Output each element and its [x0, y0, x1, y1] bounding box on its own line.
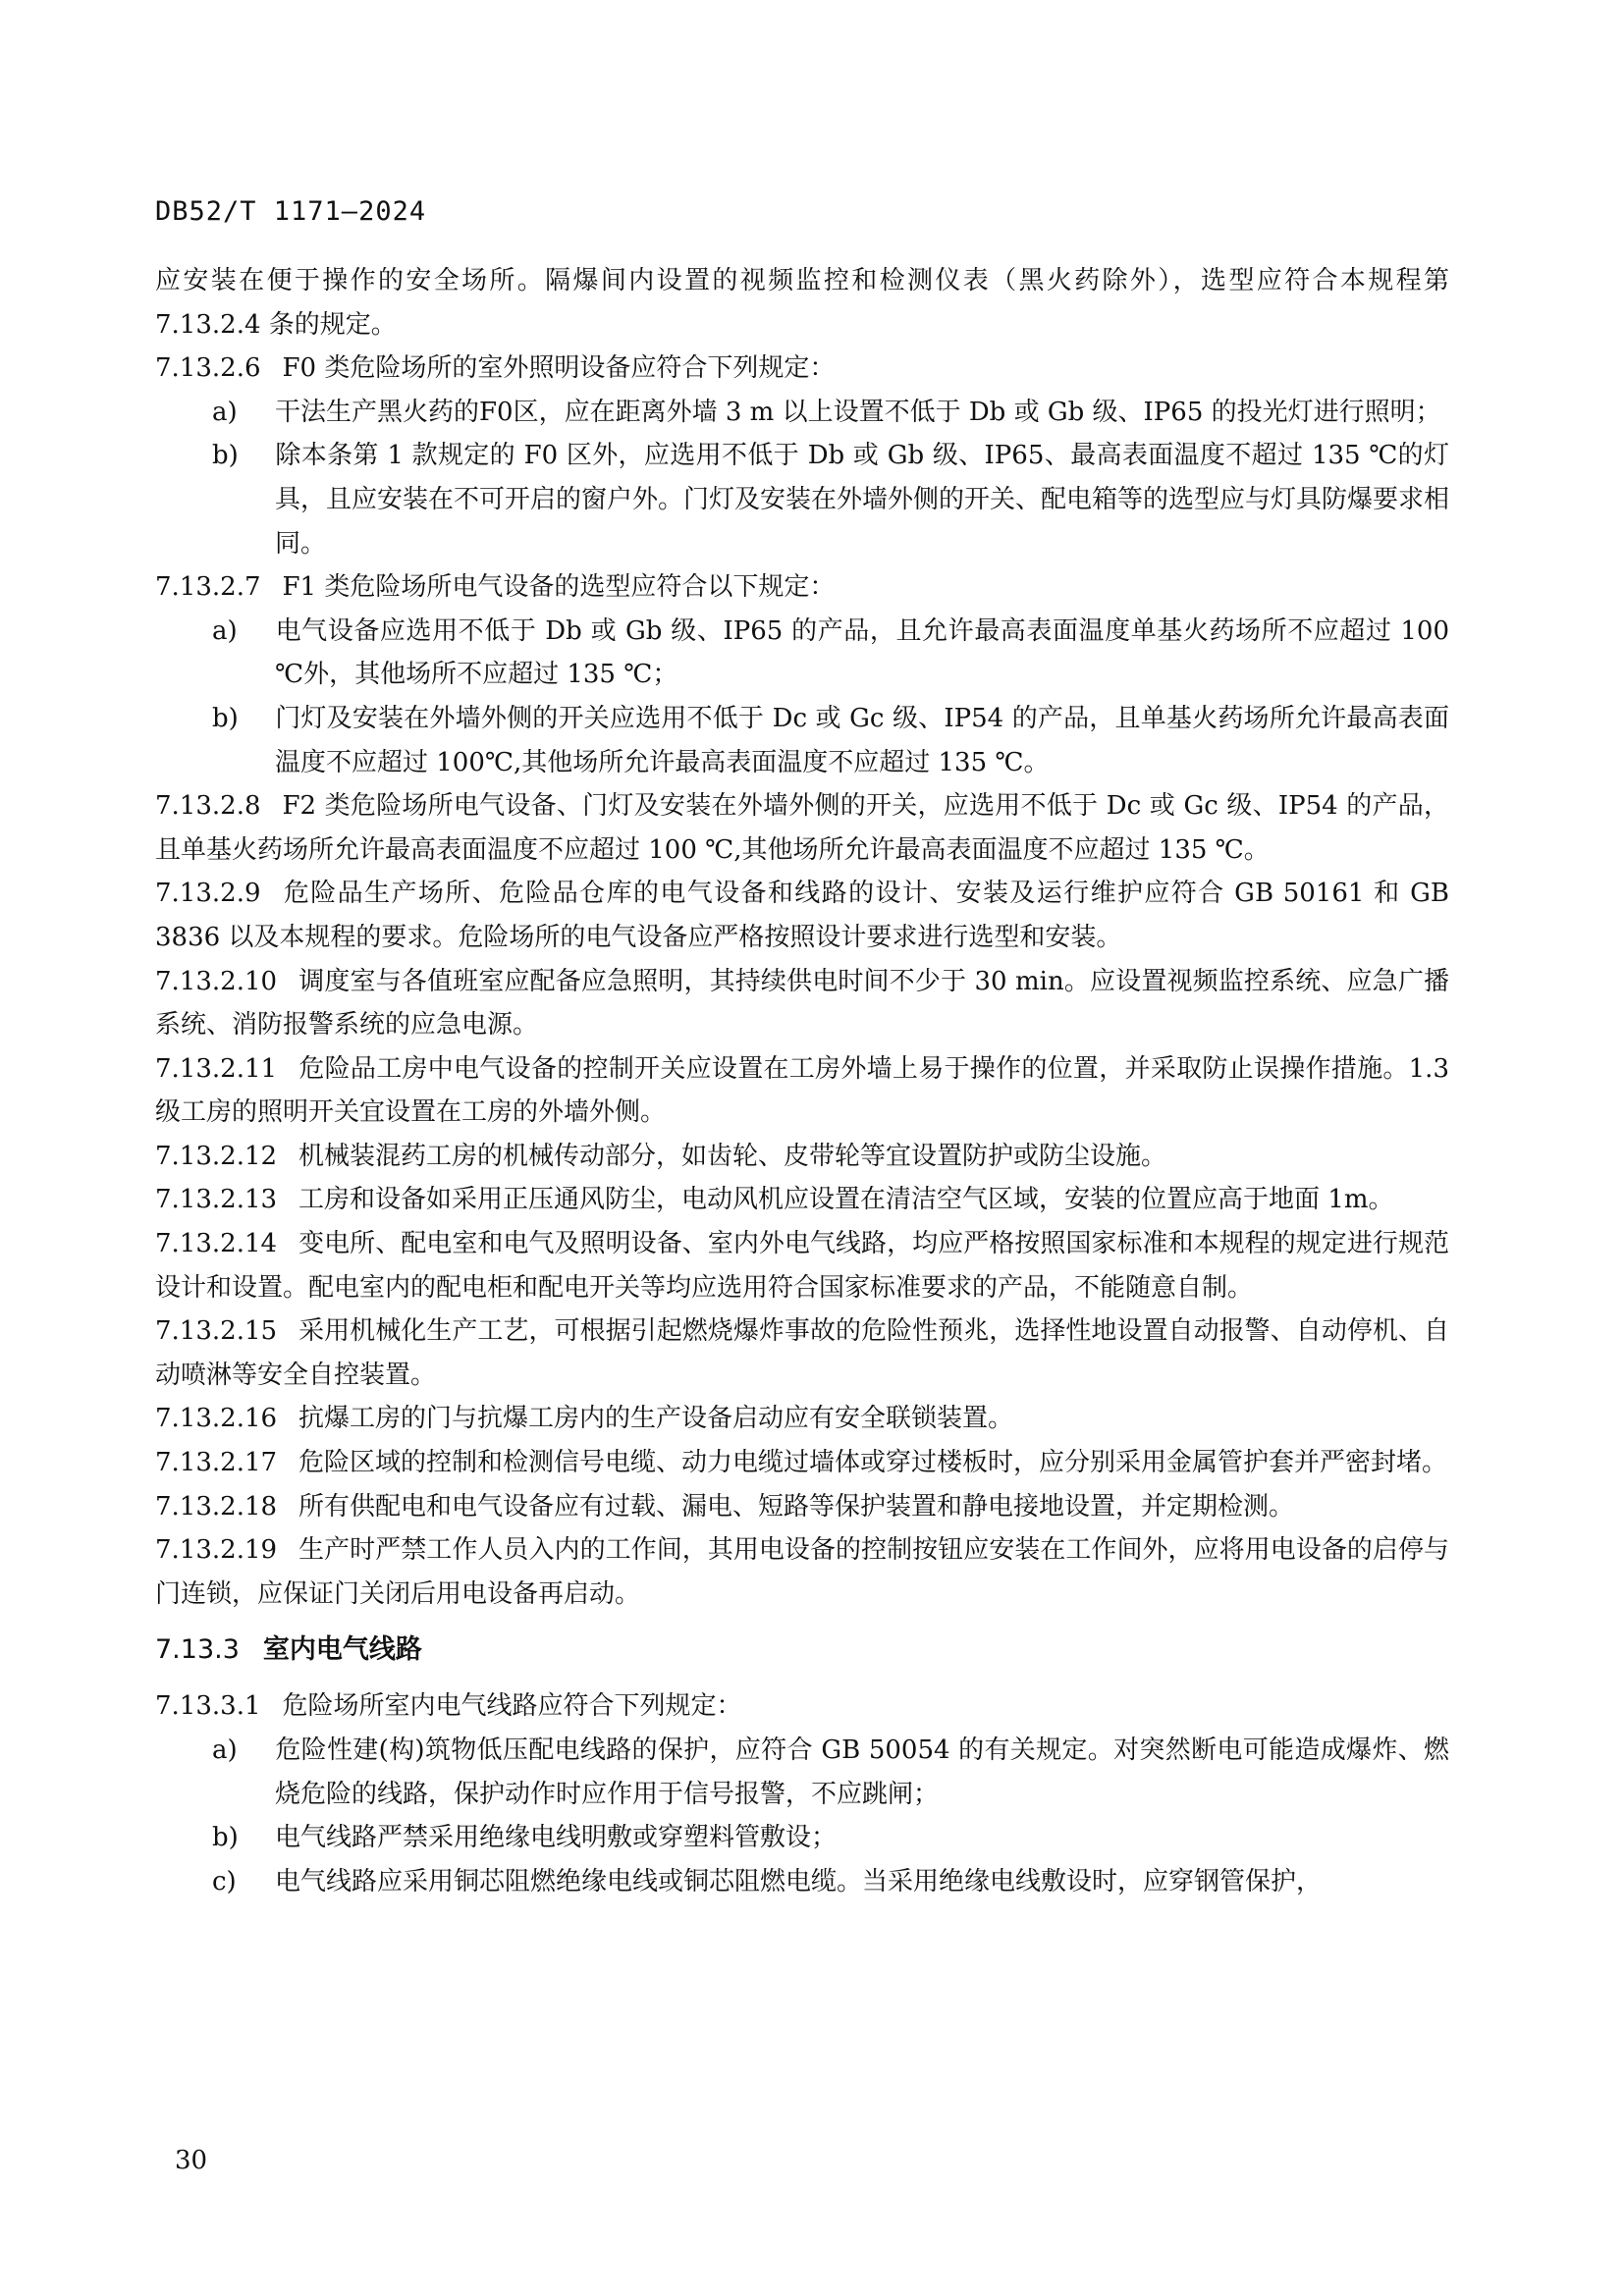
clause-text: 危险区域的控制和检测信号电缆、动力电缆过墙体或穿过楼板时，应分别采用金属管护套并严密封堵。 — [298, 1448, 1448, 1478]
section-heading-7-13-3 — [155, 1628, 1449, 1673]
list-text: 危险性建(构)筑物低压配电线路的保护，应符合 GB 50054 的有关规定。对突然断电可能造成爆炸、燃烧危险的线路，保护动作时应作用于信号报警，不应跳闸； — [275, 1735, 1449, 1809]
list-item — [155, 434, 1449, 565]
section-title: 室内电气线路 — [262, 1634, 422, 1666]
list-label: b) — [212, 1823, 239, 1853]
list-item — [155, 697, 1449, 784]
clause-number: 7.13.2.11 — [155, 1053, 278, 1084]
list-item — [155, 1816, 1449, 1860]
list-item — [155, 610, 1449, 697]
page-number: 30 — [175, 2146, 208, 2175]
clause-text: 生产时严禁工作人员入内的工作间，其用电设备的控制按钮应安装在工作间外，应将用电设备的启停与门连锁，应保证门关闭后用电设备再启动。 — [155, 1535, 1449, 1609]
clause-text: 所有供配电和电气设备应有过载、漏电、短路等保护装置和静电接地设置，并定期检测。 — [298, 1491, 1295, 1522]
list-item — [155, 1729, 1449, 1816]
clause-number: 7.13.2.18 — [155, 1491, 278, 1522]
clause-text: 调度室与各值班室应配备应急照明，其持续供电时间不少于 30 min。应设置视频监控系统、应急广播系统、消防报警系统的应急电源。 — [155, 966, 1449, 1041]
clause-text: 危险品工房中电气设备的控制开关应设置在工房外墙上易于操作的位置，并采取防止误操作措施。1.3 级工房的照明开关宜设置在工房的外墙外侧。 — [155, 1053, 1449, 1128]
list-text: 电气设备应选用不低于 Db 或 Gb 级、IP65 的产品，且允许最高表面温度单基火药场所不应超过 100 ℃外，其他场所不应超过 135 ℃； — [275, 615, 1449, 690]
document-body — [155, 259, 1449, 1903]
clause-text: 危险品生产场所、危险品仓库的电气设备和线路的设计、安装及运行维护应符合 GB 50161 和 GB 3836 以及本规程的要求。危险场所的电气设备应严格按照设计要求进行选型和安装。 — [155, 879, 1449, 952]
clause-7-13-2-14 — [155, 1222, 1449, 1309]
paragraph-text: 应安装在便于操作的安全场所。隔爆间内设置的视频监控和检测仪表（黑火药除外），选型应符合本规程第 7.13.2.4 条的规定。 — [155, 266, 1449, 340]
clause-number: 7.13.2.17 — [155, 1448, 278, 1478]
list-label: a) — [212, 1735, 238, 1765]
list-label: c) — [212, 1866, 237, 1896]
list-text: 电气线路应采用铜芯阻燃绝缘电线或铜芯阻燃电缆。当采用绝缘电线敷设时，应穿钢管保护， — [275, 1866, 1323, 1896]
list-label: b) — [212, 441, 239, 471]
list-item — [155, 391, 1449, 435]
clause-7-13-2-11 — [155, 1047, 1449, 1135]
clause-text: 变电所、配电室和电气及照明设备、室内外电气线路，均应严格按照国家标准和本规程的规定进行规范设计和设置。配电室内的配电柜和配电开关等均应选用符合国家标准要求的产品，不能随意自制。 — [155, 1229, 1449, 1303]
clause-text: 抗爆工房的门与抗爆工房内的生产设备启动应有安全联锁装置。 — [298, 1404, 1014, 1434]
clause-text: 机械装混药工房的机械传动部分，如齿轮、皮带轮等宜设置防护或防尘设施。 — [298, 1141, 1167, 1171]
paragraph-continuation — [155, 259, 1449, 347]
section-number: 7.13.3 — [155, 1634, 240, 1666]
clause-text: 采用机械化生产工艺，可根据引起燃烧爆炸事故的危险性预兆，选择性地设置自动报警、自动停机、自动喷淋等安全自控装置。 — [155, 1316, 1449, 1390]
clause-text: F1 类危险场所电气设备的选型应符合以下规定： — [282, 572, 836, 603]
clause-number: 7.13.3.1 — [155, 1691, 261, 1722]
clause-7-13-2-6 — [155, 347, 1449, 391]
clause-7-13-2-9 — [155, 872, 1449, 959]
clause-number: 7.13.2.13 — [155, 1185, 278, 1215]
clause-7-13-2-7 — [155, 565, 1449, 610]
list-label: b) — [212, 703, 239, 733]
clause-number: 7.13.2.12 — [155, 1141, 278, 1171]
clause-text: F2 类危险场所电气设备、门灯及安装在外墙外侧的开关，应选用不低于 Dc 或 Gc 级、IP54 的产品，且单基火药场所允许最高表面温度不应超过 100 ℃,其他场所允许最高表面温度不应超过 135 ℃。 — [155, 791, 1449, 865]
clause-number: 7.13.2.10 — [155, 966, 278, 996]
clause-number: 7.13.2.19 — [155, 1535, 278, 1566]
list-text: 门灯及安装在外墙外侧的开关应选用不低于 Dc 或 Gc 级、IP54 的产品，且单基火药场所允许最高表面温度不应超过 100℃,其他场所允许最高表面温度不应超过 135 ℃。 — [275, 703, 1449, 777]
clause-number: 7.13.2.15 — [155, 1316, 278, 1347]
clause-7-13-2-10 — [155, 960, 1449, 1047]
clause-text: 工房和设备如采用正压通风防尘，电动风机应设置在清洁空气区域，安装的位置应高于地面 1m。 — [298, 1185, 1394, 1215]
clause-7-13-2-13 — [155, 1178, 1449, 1222]
list-label: a) — [212, 615, 238, 646]
clause-text: 危险场所室内电气线路应符合下列规定： — [282, 1691, 742, 1722]
clause-number: 7.13.2.14 — [155, 1229, 278, 1259]
clause-7-13-2-17 — [155, 1441, 1449, 1485]
clause-number: 7.13.2.16 — [155, 1404, 278, 1434]
clause-number: 7.13.2.6 — [155, 353, 261, 384]
clause-7-13-2-15 — [155, 1309, 1449, 1397]
clause-7-13-2-12 — [155, 1135, 1449, 1179]
clause-7-13-2-18 — [155, 1485, 1449, 1529]
list-item — [155, 1860, 1449, 1904]
list-label: a) — [212, 397, 238, 427]
list-text: 电气线路严禁采用绝缘电线明敷或穿塑料管敷设； — [275, 1823, 838, 1853]
list-text: 干法生产黑火药的F0区，应在距离外墙 3 m 以上设置不低于 Db 或 Gb 级、IP65 的投光灯进行照明； — [275, 397, 1441, 427]
clause-text: F0 类危险场所的室外照明设备应符合下列规定： — [282, 353, 836, 384]
doc-id-header: DB52/T 1171—2024 — [155, 196, 427, 227]
clause-number: 7.13.2.9 — [155, 879, 261, 909]
clause-number: 7.13.2.7 — [155, 572, 261, 603]
clause-7-13-2-19 — [155, 1528, 1449, 1616]
clause-number: 7.13.2.8 — [155, 791, 261, 822]
clause-7-13-2-16 — [155, 1397, 1449, 1441]
list-text: 除本条第 1 款规定的 F0 区外，应选用不低于 Db 或 Gb 级、IP65、最高表面温度不超过 135 ℃的灯具，且应安装在不可开启的窗户外。门灯及安装在外墙外侧的开关、配电箱等的选型应与灯具防爆要求相同。 — [275, 441, 1450, 559]
clause-7-13-3-1 — [155, 1684, 1449, 1729]
clause-7-13-2-8 — [155, 784, 1449, 872]
